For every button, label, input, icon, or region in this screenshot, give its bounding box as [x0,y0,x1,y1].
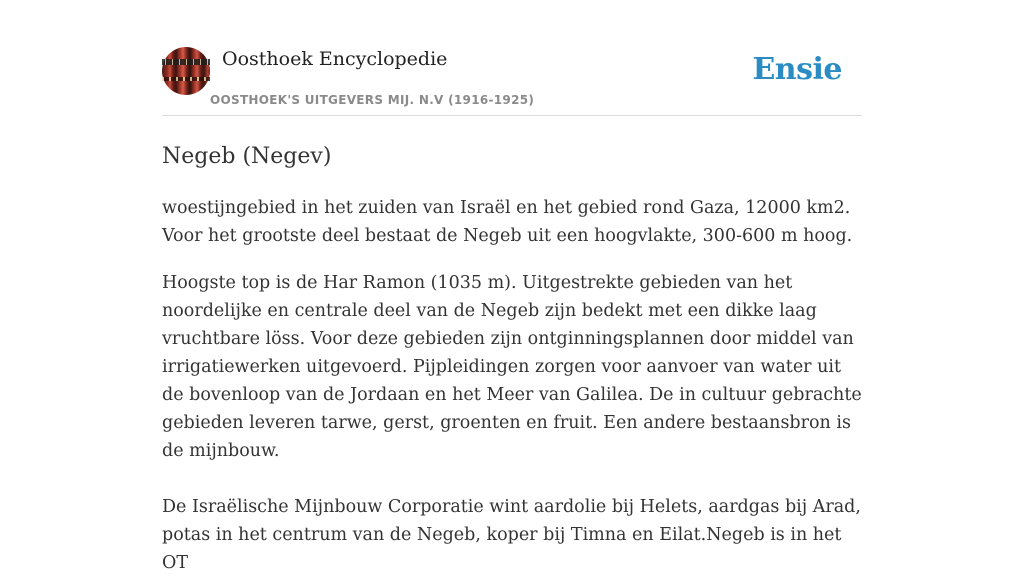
ensie-logo-link[interactable]: Ensie [752,52,842,87]
article-title: Negeb (Negev) [162,144,332,169]
encyclopedia-avatar[interactable] [162,47,210,95]
article-paragraph-3: De Israëlische Mijnbouw Corporatie wint aardolie bij Helets, aardgas bij Arad, potas in het centrum van de Negeb, koper bij Timna en Eilat.Negeb is in het OT [162,497,861,573]
article-paragraph-2: Hoogste top is de Har Ramon (1035 m). Uitgestrekte gebieden van het noordelijke en centrale deel van de Negeb zijn bedekt met een dikke laag vruchtbare löss. Voor deze gebieden zijn ontginningsplannen door middel van irrigatiewerken uitgevoerd. Pijpleidingen zorgen voor aanvoer van water uit de bovenloop van de Jordaan en het Meer van Galilea. De in cultuur gebrachte gebieden leveren tarwe, gerst, groenten en fruit. Een andere bestaansbron is de mijnbouw. [162,273,862,461]
article-paragraph-1: woestijngebied in het zuiden van Israël en het gebied rond Gaza, 12000 km2. Voor het grootste deel bestaat de Negeb uit een hoogvlakte, 300-600 m hoog. [162,198,853,246]
site-name-link[interactable]: Oosthoek Encyclopedie [222,48,448,70]
publisher-label: OOSTHOEK'S UITGEVERS MIJ. N.V (1916-1925) [210,93,535,107]
header [162,46,862,116]
page [162,0,862,577]
